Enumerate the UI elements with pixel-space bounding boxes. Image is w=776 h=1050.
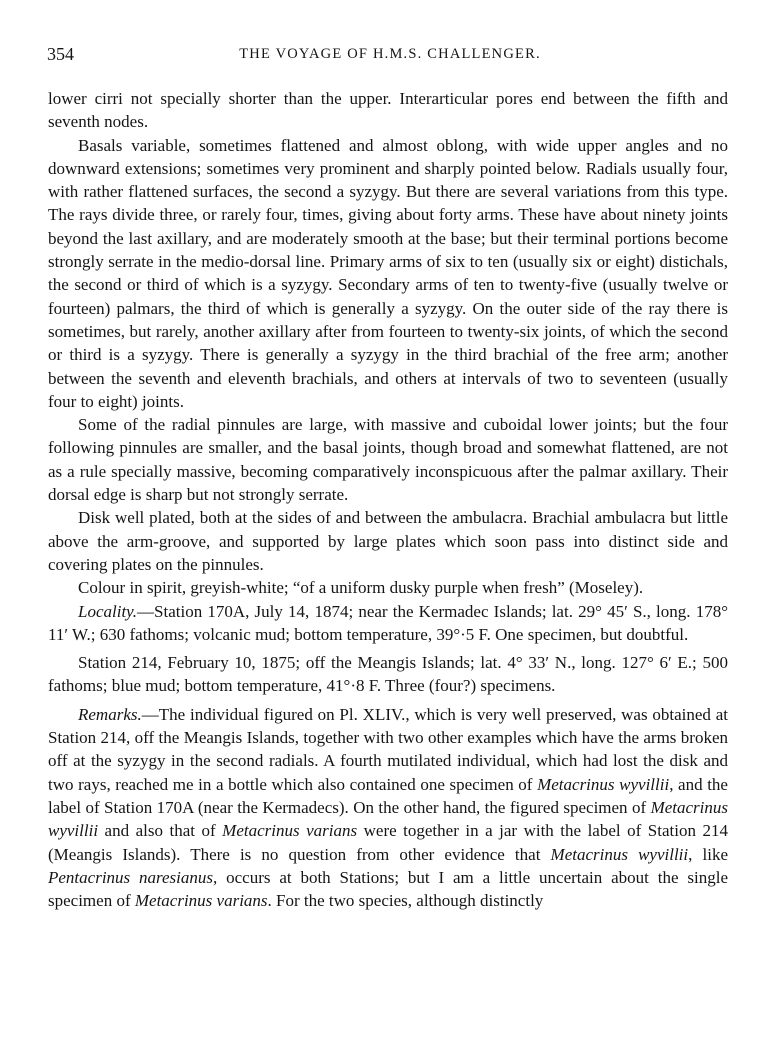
remarks-label: Remarks. [78, 704, 142, 724]
page-number: 354 [47, 44, 74, 64]
paragraph-disk: Disk well plated, both at the sides of and between the ambulacra. Brachial ambulacra but little above the arm-groove, and supported by large plates which soon pass into distinct side and covering plates on the pinnules. [48, 508, 728, 574]
paragraph-station-214: Station 214, February 10, 1875; off the Meangis Islands; lat. 4° 33′ N., long. 127° 6′ E.; 500 fathoms; blue mud; bottom temperature, 41°·8 F. Three (four?) specimens. [48, 653, 728, 696]
remarks-text-4: were together in a jar with the label of Station 214 (Meangis Islands). There is no question from other evidence that [48, 821, 728, 864]
body-text [48, 87, 728, 912]
remarks-text-3: and also that of [98, 821, 223, 841]
locality-text: —Station 170A, July 14, 1874; near the Kermadec Islands; lat. 29° 45′ S., long. 178° 11′ W.; 630 fathoms; volcanic mud; bottom temperature, 39°·5 F. One specimen, but doubtful. [48, 601, 728, 644]
paragraph-locality [48, 600, 728, 647]
running-title: THE VOYAGE OF H.M.S. CHALLENGER. [239, 46, 541, 62]
paragraph-colour: Colour in spirit, greyish-white; “of a uniform dusky purple when fresh” (Moseley). [78, 578, 644, 598]
remarks-text-6: , occurs at both Stations; but I am a little uncertain about the single specimen of [48, 867, 728, 911]
paragraph-basals: Basals variable, sometimes flattened and almost oblong, with wide upper angles and no downward extensions; sometimes very prominent and sharply pointed below. Radials usually four, with rather flattened surfaces, the second a syzygy. But there are several variations from this type. The rays divide three, or rarely four, times, giving about forty arms. These have about ninety joints beyond the last axillary, and are moderately smooth at the base; but their terminal portions become strongly serrate in the medio-dorsal line. Primary arms of six to ten (usually six or eight) distichals, the second or third of which is a syzygy. Secondary arms of ten to twenty-five (usually twelve or fourteen) palmars, the third of which is generally a syzygy. On the outer side of the ray there is sometimes, but rarely, another axillary after from fourteen to twenty-six joints, of which the second or third is a syzygy. There is generally a syzygy in the third brachial of the free arm; another between the seventh and eleventh brachials, and others at intervals of two to seventeen (usually four to eight) joints. [48, 135, 728, 411]
species-name: Metacrinus wyvillii [48, 797, 728, 841]
species-name: Metacrinus wyvillii [537, 774, 670, 794]
remarks-text-7: . For the two species, although distinctly [267, 891, 544, 911]
locality-label: Locality. [78, 601, 138, 621]
paragraph-pinnules: Some of the radial pinnules are large, with massive and cuboidal lower joints; but the four following pinnules are smaller, and the basal joints, though broad and somewhat flattened, are not as a rule specially massive, becoming comparatively inconspicuous after the palmar axillary. Their dorsal edge is sharp but not strongly serrate. [48, 415, 728, 505]
species-name: Pentacrinus naresianus [48, 867, 213, 887]
species-name: Metacrinus varians [222, 821, 358, 841]
paragraph-continued: lower cirri not specially shorter than the upper. Interarticular pores end between the fifth and seventh nodes. [48, 89, 728, 132]
paragraph-remarks [48, 703, 728, 913]
species-name: Metacrinus varians [134, 891, 268, 911]
remarks-text-5: , like [688, 844, 728, 864]
remarks-text-1: —The individual figured on Pl. XLIV., which is very well preserved, was obtained at Station 214, off the Meangis Islands, together with two other examples which have the arms broken off at the syzygy in the second radials. A fourth mutilated individual, which had lost the disk and two rays, reached me in a bottle which also contained one specimen of [48, 704, 728, 794]
remarks-text-2: , and the label of Station 170A (near the Kermadecs). On the other hand, the figured specimen of [48, 774, 728, 817]
species-name: Metacrinus wyvillii [550, 844, 689, 864]
page-header [47, 44, 733, 70]
